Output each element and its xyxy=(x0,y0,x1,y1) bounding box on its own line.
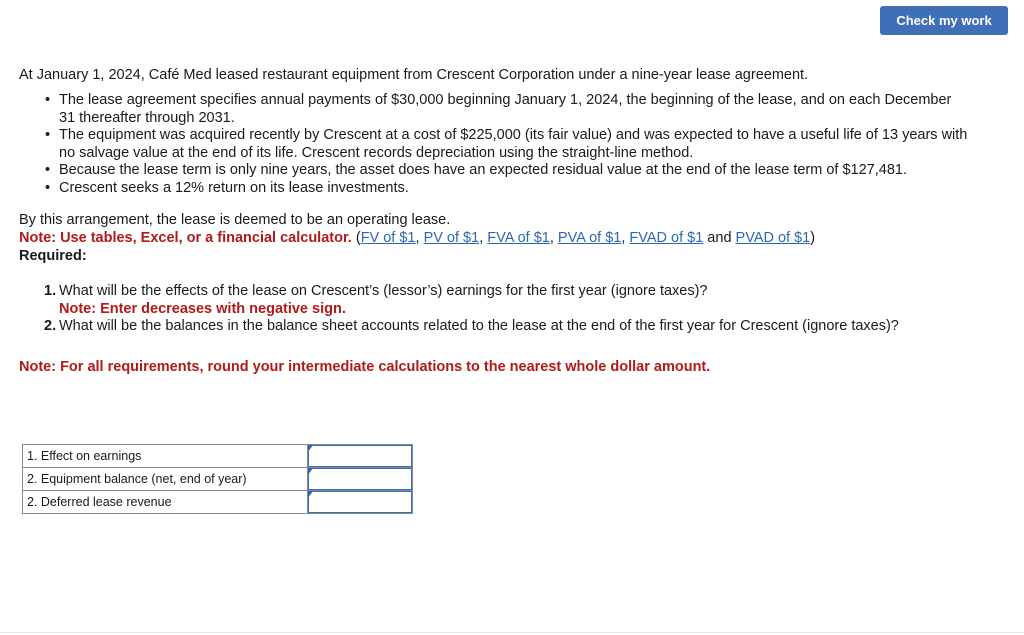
corner-marker-icon xyxy=(308,491,313,498)
requirement-note: Note: Enter decreases with negative sign. xyxy=(59,300,346,317)
equipment-balance-input[interactable] xyxy=(308,468,412,490)
pv-of-1-link[interactable]: PV of $1 xyxy=(423,230,480,246)
list-item: • Crescent seeks a 12% return on its lease investments. xyxy=(59,180,969,198)
list-item: • Because the lease term is only nine years, the asset does have an expected residual value at the end of the lease term of $127,481. xyxy=(59,162,969,180)
input-cell xyxy=(308,468,413,491)
fva-of-1-link[interactable]: FVA of $1 xyxy=(487,230,550,246)
requirement-item xyxy=(44,318,969,336)
pvad-of-1-link[interactable]: PVAD of $1 xyxy=(735,230,811,246)
link-separator: , xyxy=(415,230,424,246)
corner-marker-icon xyxy=(308,445,313,452)
check-my-work-button[interactable]: Check my work xyxy=(880,6,1008,35)
table-row xyxy=(23,491,413,514)
tables-note: Note: Use tables, Excel, or a financial calculator. xyxy=(19,230,352,246)
effect-on-earnings-input[interactable] xyxy=(308,445,412,467)
list-item: • The lease agreement specifies annual payments of $30,000 beginning January 1, 2024, the beginning of the lease, and on each December 31 thereafter through 2031. xyxy=(59,92,969,127)
requirement-text: What will be the effects of the lease on Crescent’s (lessor’s) earnings for the first year (ignore taxes)? xyxy=(59,283,708,299)
input-cell xyxy=(308,445,413,468)
table-row xyxy=(23,445,413,468)
paren-open: ( xyxy=(351,230,361,246)
link-separator: , xyxy=(479,230,488,246)
problem-content xyxy=(19,66,969,376)
requirement-number: 2. xyxy=(44,318,57,334)
arrangement-text: By this arrangement, the lease is deemed to be an operating lease. xyxy=(19,212,451,228)
pva-of-1-link[interactable]: PVA of $1 xyxy=(557,230,622,246)
fv-of-1-link[interactable]: FV of $1 xyxy=(360,230,416,246)
deferred-lease-revenue-input[interactable] xyxy=(308,491,412,513)
bottom-divider xyxy=(0,632,1024,633)
problem-intro: At January 1, 2024, Café Med leased restaurant equipment from Crescent Corporation under a nine-year lease agreement. xyxy=(19,67,809,83)
lease-details-list xyxy=(19,92,969,197)
link-and: and xyxy=(703,230,736,246)
corner-marker-icon xyxy=(308,468,313,475)
row-label: 2. Equipment balance (net, end of year) xyxy=(23,468,308,491)
fvad-of-1-link[interactable]: FVAD of $1 xyxy=(629,230,704,246)
paren-close: ) xyxy=(810,230,816,246)
list-item: • The equipment was acquired recently by Crescent at a cost of $225,000 (its fair value) and was expected to have a useful life of 13 years with no salvage value at the end of its life. Crescent records depreciation using the straight-line method. xyxy=(59,127,969,162)
link-separator: , xyxy=(549,230,558,246)
requirement-item xyxy=(44,283,969,318)
tables-note-line xyxy=(19,229,969,247)
requirement-number: 1. xyxy=(44,283,57,299)
required-label: Required: xyxy=(19,248,87,264)
answer-table xyxy=(22,444,413,514)
table-row xyxy=(23,468,413,491)
link-separator: , xyxy=(621,230,630,246)
input-cell xyxy=(308,491,413,514)
row-label: 1. Effect on earnings xyxy=(23,445,308,468)
row-label: 2. Deferred lease revenue xyxy=(23,491,308,514)
rounding-note: Note: For all requirements, round your intermediate calculations to the nearest whole dollar amount. xyxy=(19,358,711,375)
requirements-list xyxy=(19,283,969,336)
requirement-text: What will be the balances in the balance sheet accounts related to the lease at the end of the first year for Crescent (ignore taxes)? xyxy=(59,318,899,334)
